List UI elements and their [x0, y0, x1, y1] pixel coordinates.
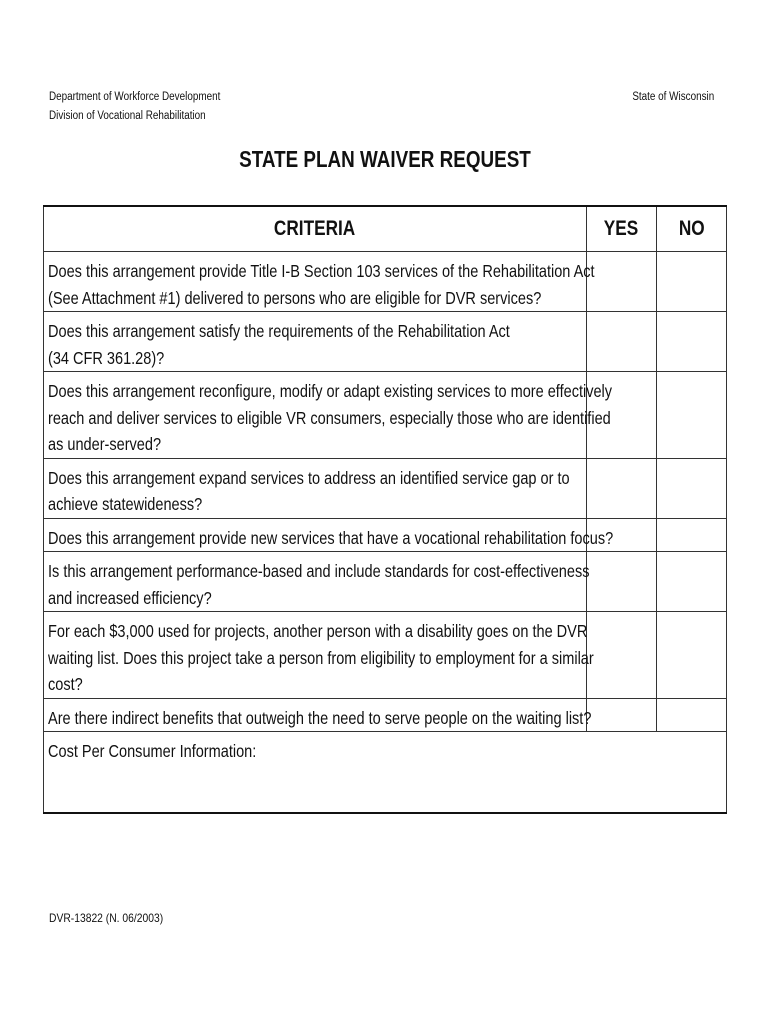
yes-checkbox-cell[interactable]: [587, 458, 657, 518]
question-line: as under-served?: [48, 434, 162, 454]
question-line: cost?: [48, 674, 83, 694]
criteria-row: [44, 612, 727, 699]
no-header: NO: [657, 206, 727, 252]
criteria-row: [44, 552, 727, 612]
question-line: Is this arrangement performance-based and include standards for cost-effectiveness: [48, 561, 590, 581]
no-checkbox-cell[interactable]: [657, 518, 727, 552]
yes-checkbox-cell[interactable]: [587, 552, 657, 612]
criteria-row: [44, 698, 727, 732]
form-number: DVR-13822 (N. 06/2003): [49, 911, 164, 925]
criteria-question: [44, 518, 614, 552]
question-line: reach and deliver services to eligible VR consumers, especially those who are identified: [48, 407, 611, 428]
criteria-question: [44, 372, 613, 459]
state-header: [632, 88, 714, 107]
cost-per-consumer-field[interactable]: [44, 732, 727, 814]
question-line: achieve statewideness?: [48, 494, 203, 514]
question-line: Are there indirect benefits that outweigh the need to serve people on the waiting list?: [48, 707, 592, 728]
question-line: (34 CFR 361.28)?: [48, 347, 165, 368]
question-line: (See Attachment #1) delivered to persons who are eligible for DVR services?: [48, 287, 542, 308]
question-line: waiting list. Does this project take a person from eligibility to employment for a similar: [48, 647, 594, 668]
agency-header: [49, 88, 220, 126]
cost-row: [44, 732, 727, 814]
cost-label: Cost Per Consumer Information:: [48, 741, 257, 761]
criteria-table: [43, 205, 727, 814]
question-line: Does this arrangement provide new services that have a vocational rehabilitation focus?: [48, 527, 614, 548]
division-name: Division of Vocational Rehabilitation: [49, 110, 206, 122]
criteria-question: [44, 458, 587, 518]
criteria-header: CRITERIA: [44, 206, 587, 252]
yes-checkbox-cell[interactable]: [587, 612, 657, 699]
question-line: Does this arrangement provide Title I-B Section 103 services of the Rehabilitation Act: [48, 261, 595, 281]
yes-checkbox-cell[interactable]: [587, 252, 657, 312]
criteria-question: [44, 612, 594, 699]
criteria-question: [44, 552, 590, 612]
state-name: State of Wisconsin: [632, 91, 714, 103]
no-checkbox-cell[interactable]: [657, 612, 727, 699]
criteria-question: [44, 252, 595, 312]
criteria-row: [44, 518, 727, 552]
question-line: and increased efficiency?: [48, 587, 212, 608]
criteria-row: [44, 312, 727, 372]
no-checkbox-cell[interactable]: [657, 458, 727, 518]
table-header-row: [44, 206, 727, 252]
criteria-question: [44, 312, 587, 372]
no-checkbox-cell[interactable]: [657, 372, 727, 459]
no-checkbox-cell[interactable]: [657, 698, 727, 732]
no-checkbox-cell[interactable]: [657, 312, 727, 372]
question-line: Does this arrangement satisfy the requirements of the Rehabilitation Act: [48, 321, 510, 341]
question-line: Does this arrangement reconfigure, modify or adapt existing services to more effectively: [48, 381, 613, 401]
no-checkbox-cell[interactable]: [657, 252, 727, 312]
no-checkbox-cell[interactable]: [657, 552, 727, 612]
criteria-row: [44, 252, 727, 312]
form-title: STATE PLAN WAIVER REQUEST: [239, 146, 531, 172]
yes-header: YES: [587, 206, 657, 252]
criteria-question: [44, 698, 592, 732]
yes-checkbox-cell[interactable]: [587, 698, 657, 732]
department-name: Department of Workforce Development: [49, 91, 221, 103]
criteria-row: [44, 458, 727, 518]
question-line: For each $3,000 used for projects, another person with a disability goes on the DVR: [48, 621, 588, 641]
criteria-row: [44, 372, 727, 459]
yes-checkbox-cell[interactable]: [587, 312, 657, 372]
question-line: Does this arrangement expand services to address an identified service gap or to: [48, 467, 570, 488]
